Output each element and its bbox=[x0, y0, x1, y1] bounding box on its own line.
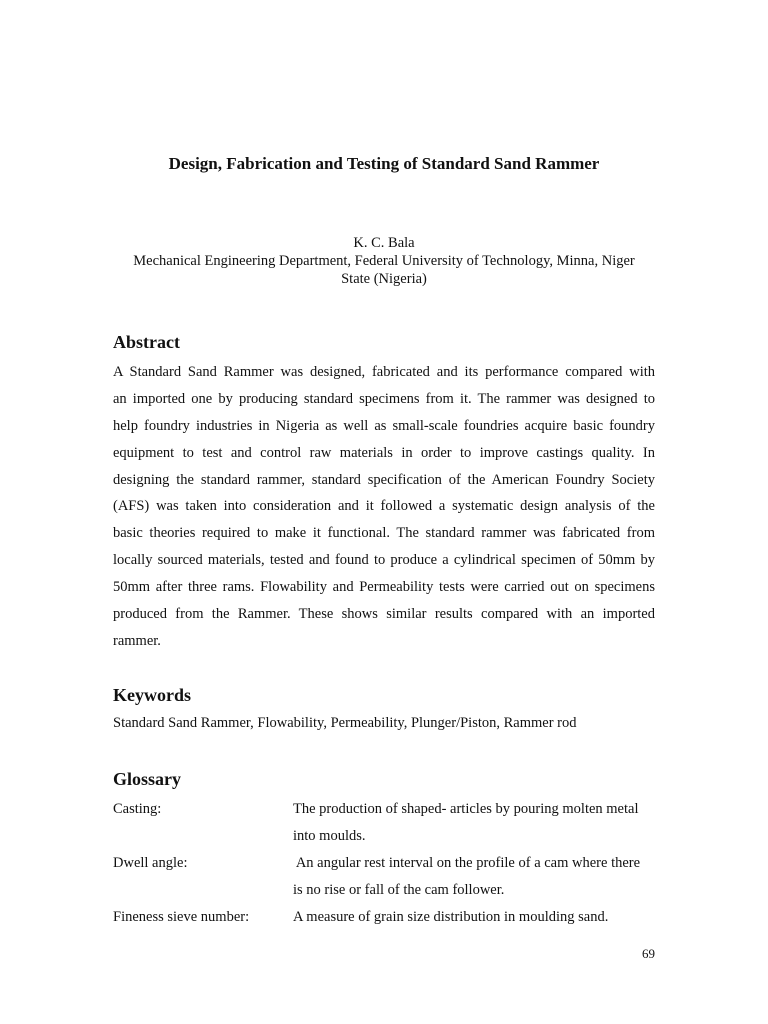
glossary-definition-line: An angular rest interval on the profile of a cam where there bbox=[293, 855, 641, 871]
glossary-definition-line: The production of shaped- articles by pouring molten metal bbox=[293, 801, 639, 817]
paper-title: Design, Fabrication and Testing of Standard Sand Rammer bbox=[168, 154, 600, 173]
glossary-definition-line: is no rise or fall of the cam follower. bbox=[293, 882, 505, 898]
abstract-line: produced from the Rammer. These shows similar results compared with an imported bbox=[113, 606, 655, 623]
glossary-term: Dwell angle: bbox=[113, 855, 188, 871]
abstract-line: designing the standard rammer, standard specification of the American Foundry Society bbox=[113, 471, 655, 488]
glossary-definition bbox=[293, 850, 658, 904]
author-block bbox=[110, 234, 658, 288]
abstract-line: 50mm after three rams. Flowability and Permeability tests were carried out on specimens bbox=[113, 579, 655, 596]
abstract-line: an imported one by producing standard specimens from it. The rammer was designed to bbox=[113, 390, 655, 407]
abstract-line: rammer. bbox=[113, 632, 161, 649]
abstract-line: equipment to test and control raw materials in order to improve castings quality. In bbox=[113, 444, 655, 461]
glossary-definition-line: A measure of grain size distribution in moulding sand. bbox=[293, 909, 609, 925]
page-number: 69 bbox=[642, 946, 655, 961]
glossary-list bbox=[113, 796, 658, 931]
abstract-line: (AFS) was taken into consideration and it followed a systematic design analysis of the bbox=[113, 498, 655, 515]
glossary-definition bbox=[293, 904, 658, 931]
author-affiliation-line-1: Mechanical Engineering Department, Federal University of Technology, Minna, Niger bbox=[133, 253, 635, 269]
abstract-line: help foundry industries in Nigeria as well as small-scale foundries acquire basic foundry bbox=[113, 417, 655, 434]
glossary-heading: Glossary bbox=[113, 769, 182, 789]
author-name: K. C. Bala bbox=[353, 235, 415, 251]
abstract-line: locally sourced materials, tested and found to produce a cylindrical specimen of 50mm by bbox=[113, 552, 655, 569]
glossary-term: Fineness sieve number: bbox=[113, 909, 250, 925]
keywords-heading: Keywords bbox=[113, 685, 191, 705]
keywords-text: Standard Sand Rammer, Flowability, Permeability, Plunger/Piston, Rammer rod bbox=[113, 715, 577, 731]
glossary-definition-line: into moulds. bbox=[293, 828, 366, 844]
glossary-entry bbox=[113, 850, 658, 904]
glossary-term: Casting: bbox=[113, 801, 162, 817]
abstract-heading: Abstract bbox=[113, 332, 180, 352]
glossary-entry bbox=[113, 904, 658, 931]
abstract-line: basic theories required to make it functional. The standard rammer was fabricated from bbox=[113, 525, 655, 542]
author-affiliation-line-2: State (Nigeria) bbox=[341, 271, 427, 287]
abstract-body bbox=[113, 359, 655, 655]
glossary-entry bbox=[113, 796, 658, 850]
abstract-line: A Standard Sand Rammer was designed, fabricated and its performance compared with bbox=[113, 364, 655, 380]
glossary-definition bbox=[293, 796, 658, 850]
